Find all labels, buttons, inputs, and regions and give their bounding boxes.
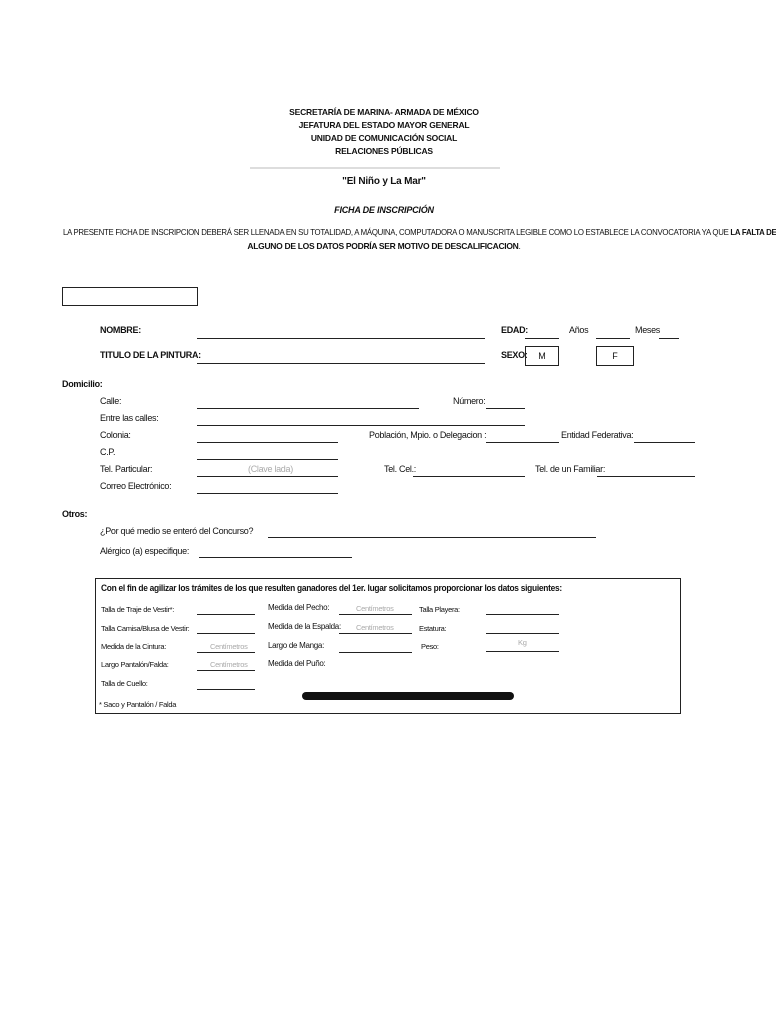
colonia-label: Colonia: <box>100 430 131 440</box>
header-line-2: JEFATURA DEL ESTADO MAYOR GENERAL <box>298 120 470 130</box>
state-label: Entidad Federativa: <box>561 430 634 440</box>
phone-input[interactable] <box>197 476 338 477</box>
cp-input[interactable] <box>197 459 338 460</box>
cp-label: C.P. <box>100 447 116 457</box>
winners-title: Con el fin de agilizar los trámites de los que resulten ganadores del 1er. lugar solicitamos proporcionar los datos siguientes: <box>101 583 562 593</box>
name-label: NOMBRE: <box>100 325 141 335</box>
instructions-period: . <box>518 241 521 251</box>
form-title: FICHA DE INSCRIPCIÓN <box>334 205 434 215</box>
chest-cm-hint: Centímetros <box>356 604 394 613</box>
pants-cm-hint: Centímetros <box>210 660 248 669</box>
footnote: * Saco y Pantalón / Falda <box>99 700 177 709</box>
age-months-input[interactable] <box>596 338 630 339</box>
sleeve-label: Largo de Manga: <box>268 641 324 650</box>
weight-kg-hint: Kg <box>518 638 527 647</box>
number-input[interactable] <box>486 408 525 409</box>
phone-label: Tel. Particular: <box>100 464 153 474</box>
back-label: Medida de la Espalda: <box>268 622 341 631</box>
instructions-bold: LA FALTA DE <box>730 227 776 237</box>
chest-label: Medida del Pecho: <box>268 603 330 612</box>
sex-label: SEXO: <box>501 350 528 360</box>
suit-size-label: Talla de Traje de Vestir*: <box>101 605 175 614</box>
painting-title-label: TITULO DE LA PINTURA: <box>100 350 201 360</box>
street-label: Calle: <box>100 396 122 406</box>
back-input[interactable] <box>339 633 412 634</box>
shirt-size-input[interactable] <box>486 614 559 615</box>
suit-size-input[interactable] <box>197 614 255 615</box>
how-heard-input[interactable] <box>268 537 596 538</box>
faint-rule <box>250 167 500 169</box>
between-streets-label: Entre las calles: <box>100 413 159 423</box>
cell-label: Tel. Cel.: <box>384 464 417 474</box>
family-phone-label: Tel. de un Familiar: <box>535 464 606 474</box>
header-line-3: UNIDAD DE COMUNICACIÓN SOCIAL <box>310 133 458 143</box>
neck-input[interactable] <box>197 689 255 690</box>
phone-area-code-hint: (Clave lada) <box>248 464 293 474</box>
years-label: Años <box>569 325 589 335</box>
header-line-4: RELACIONES PÚBLICAS <box>335 146 433 156</box>
name-input[interactable] <box>197 338 485 339</box>
dress-shirt-label: Talla Camisa/Blusa de Vestir: <box>101 624 190 633</box>
town-label: Población, Mpio. o Delegacion : <box>369 430 487 440</box>
instructions-text: LA PRESENTE FICHA DE INSCRIPCION DEBERÁ SER LLENADA EN SU TOTALIDAD, A MÁQUINA, COMPUTADORA O MANUSCRITA LEGIBLE COMO LO ESTABLECE LA CONVOCATORIA YA QUE <box>63 227 731 237</box>
number-label: Número: <box>453 396 486 406</box>
pants-length-label: Largo Pantalón/Falda: <box>101 660 169 669</box>
age-years-input[interactable] <box>525 338 559 339</box>
dress-shirt-input[interactable] <box>197 633 255 634</box>
waist-cm-hint: Centímetros <box>210 642 248 651</box>
wrist-label: Medida del Puño: <box>268 659 326 668</box>
town-input[interactable] <box>486 442 559 443</box>
header-line-1: SECRETARÍA DE MARINA- ARMADA DE MÉXICO <box>289 107 479 117</box>
painting-title-input[interactable] <box>197 363 485 364</box>
back-cm-hint: Centímetros <box>356 623 394 632</box>
street-input[interactable] <box>197 408 419 409</box>
sex-f-box[interactable]: F <box>596 346 634 366</box>
waist-input[interactable] <box>197 652 255 653</box>
sleeve-input[interactable] <box>339 652 412 653</box>
allergic-input[interactable] <box>199 557 352 558</box>
colonia-input[interactable] <box>197 442 338 443</box>
folio-box[interactable] <box>62 287 198 306</box>
cell-input[interactable] <box>413 476 525 477</box>
instructions-line-1 <box>63 227 776 237</box>
neck-label: Talla de Cuello: <box>101 679 148 688</box>
sex-m-box[interactable]: M <box>525 346 559 366</box>
months-label: Meses <box>635 325 661 335</box>
weight-label: Peso: <box>421 642 439 651</box>
between-streets-input[interactable] <box>197 425 525 426</box>
height-input[interactable] <box>486 633 559 634</box>
waist-label: Medida de la Cintura: <box>101 642 166 651</box>
redaction-bar <box>302 692 514 700</box>
weight-input[interactable] <box>486 651 559 652</box>
months-trailing-line <box>659 338 679 339</box>
state-input[interactable] <box>634 442 695 443</box>
height-label: Estatura: <box>419 624 447 633</box>
contest-name: "El Niño y La Mar" <box>342 176 426 187</box>
shirt-size-label: Talla Playera: <box>419 605 460 614</box>
email-input[interactable] <box>197 493 338 494</box>
age-label: EDAD: <box>501 325 528 335</box>
instructions-bold-2: ALGUNO DE LOS DATOS PODRÍA SER MOTIVO DE DESCALIFICACION <box>247 241 519 251</box>
allergic-label: Alérgico (a) especifique: <box>100 546 190 556</box>
instructions-line-2 <box>0 241 768 251</box>
family-phone-input[interactable] <box>597 476 695 477</box>
email-label: Correo Electrónico: <box>100 481 172 491</box>
pants-length-input[interactable] <box>197 670 255 671</box>
otros-heading: Otros: <box>62 509 88 519</box>
domicilio-heading: Domicilio: <box>62 379 103 389</box>
how-heard-label: ¿Por qué medio se enteró del Concurso? <box>100 526 254 536</box>
chest-input[interactable] <box>339 614 412 615</box>
